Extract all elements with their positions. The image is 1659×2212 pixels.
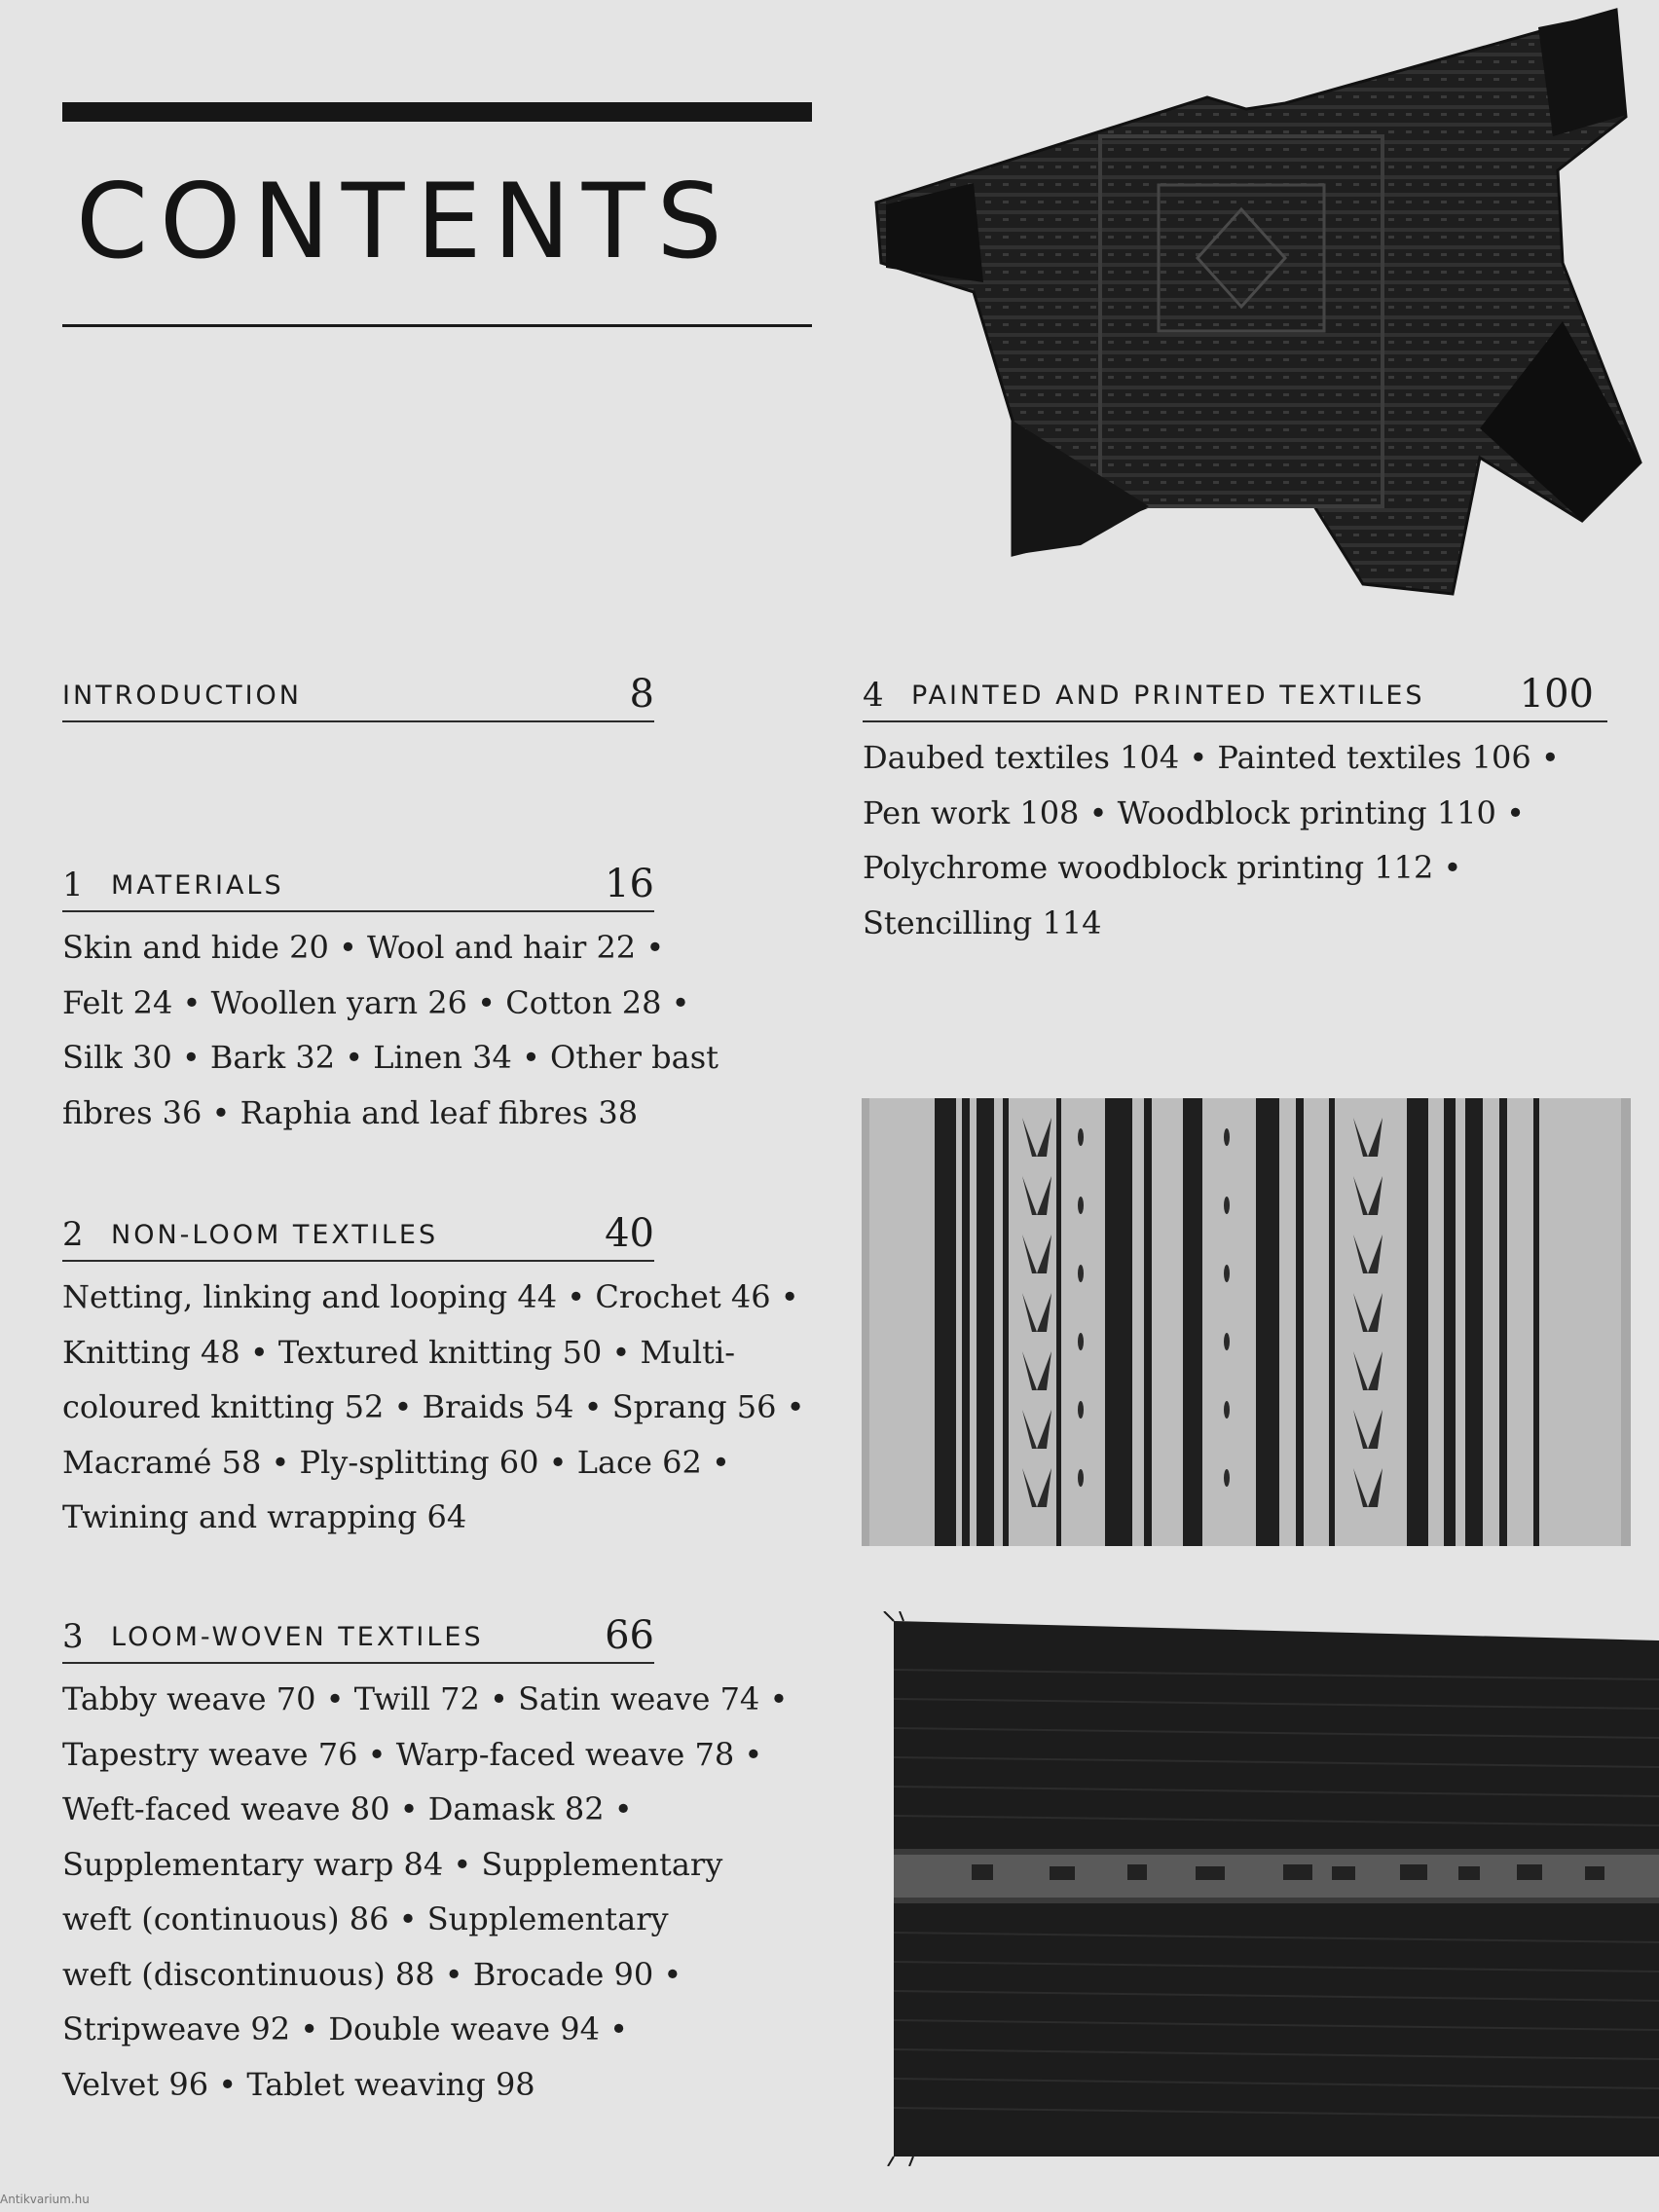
section-non-loom-textiles xyxy=(62,1211,805,1545)
section-materials xyxy=(62,862,719,1140)
entry-line: Tabby weave 70 • Twill 72 • Satin weave 74 • xyxy=(62,1680,789,1717)
entry-line: Stripweave 92 • Double weave 94 • xyxy=(62,2010,629,2047)
section-heading xyxy=(62,672,654,722)
entry-line: weft (discontinuous) 88 • Brocade 90 • xyxy=(62,1955,682,1993)
section-number: 3 xyxy=(62,1617,84,1656)
entry-line: Polychrome woodblock printing 112 • xyxy=(863,849,1462,886)
section-heading xyxy=(62,1613,654,1664)
section-loom-woven-textiles xyxy=(62,1613,789,2112)
entry-line: Macramé 58 • Ply-splitting 60 • Lace 62 • xyxy=(62,1443,730,1481)
section-entries xyxy=(62,1270,805,1545)
section-heading xyxy=(62,1211,654,1262)
section-entries xyxy=(62,1672,789,2112)
title-top-rule xyxy=(62,102,812,122)
title-bottom-rule xyxy=(62,324,812,327)
section-introduction xyxy=(62,672,654,722)
entry-line: Knitting 48 • Textured knitting 50 • Multi- xyxy=(62,1333,736,1371)
entry-line: Pen work 108 • Woodblock printing 110 • xyxy=(863,793,1525,831)
section-name: INTRODUCTION xyxy=(62,681,302,711)
entry-line: Silk 30 • Bark 32 • Linen 34 • Other bast xyxy=(62,1039,719,1076)
striped-textile-photo xyxy=(862,1098,1636,1548)
section-painted-printed-textiles xyxy=(863,672,1607,950)
section-page-number: 16 xyxy=(605,862,654,906)
section-name: NON-LOOM TEXTILES xyxy=(111,1220,439,1250)
watermark: Antikvarium.hu xyxy=(0,2193,90,2206)
section-name: PAINTED AND PRINTED TEXTILES xyxy=(911,681,1425,711)
section-page-number: 40 xyxy=(605,1211,654,1256)
page-title: CONTENTS xyxy=(76,162,734,281)
jacket-photo xyxy=(857,0,1659,613)
entry-line: weft (continuous) 86 • Supplementary xyxy=(62,1900,669,1937)
section-number: 2 xyxy=(62,1215,84,1254)
entry-line: Tapestry weave 76 • Warp-faced weave 78 • xyxy=(62,1735,763,1773)
entry-line: Skin and hide 20 • Wool and hair 22 • xyxy=(62,929,665,966)
entry-line: Stencilling 114 xyxy=(863,903,1102,941)
entry-line: Velvet 96 • Tablet weaving 98 xyxy=(62,2065,535,2103)
entry-line: fibres 36 • Raphia and leaf fibres 38 xyxy=(62,1093,639,1131)
section-page-number: 8 xyxy=(629,672,654,717)
section-page-number: 100 xyxy=(1519,672,1594,717)
entry-line: Weft-faced weave 80 • Damask 82 • xyxy=(62,1790,633,1827)
entry-line: Daubed textiles 104 • Painted textiles 106 • xyxy=(863,739,1560,776)
section-entries xyxy=(863,730,1607,950)
section-heading xyxy=(863,672,1607,722)
section-heading xyxy=(62,862,654,912)
entry-line: Netting, linking and looping 44 • Crochet 46 • xyxy=(62,1278,799,1315)
entry-line: Twining and wrapping 64 xyxy=(62,1498,467,1535)
section-number: 4 xyxy=(863,676,884,715)
section-entries xyxy=(62,920,719,1140)
entry-line: coloured knitting 52 • Braids 54 • Sprang 56 • xyxy=(62,1388,805,1425)
entry-line: Felt 24 • Woollen yarn 26 • Cotton 28 • xyxy=(62,983,690,1021)
section-name: MATERIALS xyxy=(111,870,284,901)
section-name: LOOM-WOVEN TEXTILES xyxy=(111,1622,484,1652)
entry-line: Supplementary warp 84 • Supplementary xyxy=(62,1845,723,1883)
section-number: 1 xyxy=(62,866,84,904)
dark-textile-photo xyxy=(874,1611,1659,2166)
section-page-number: 66 xyxy=(605,1613,654,1658)
